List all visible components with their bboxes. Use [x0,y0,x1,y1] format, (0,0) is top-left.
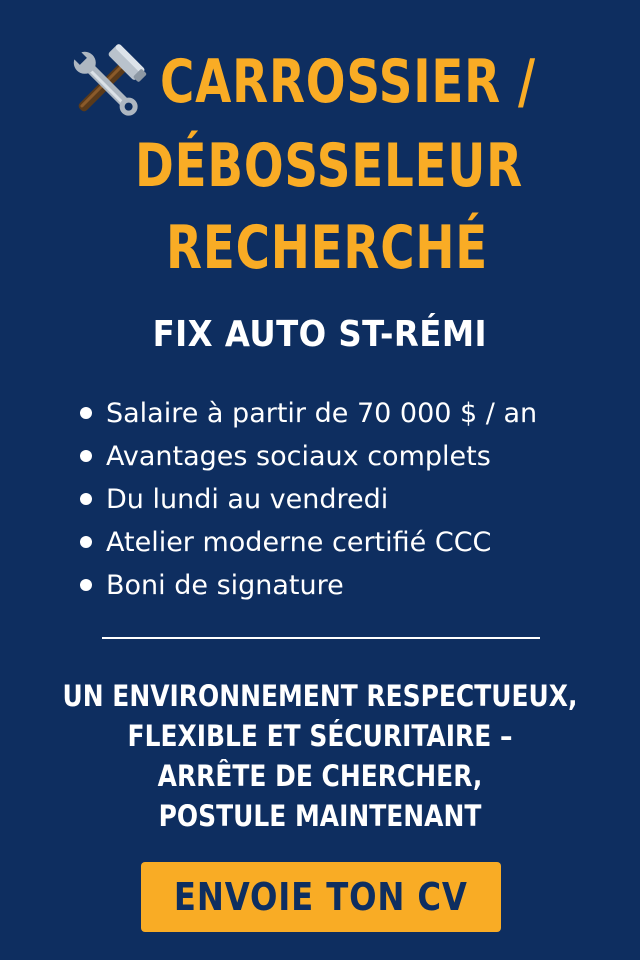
benefit-item [78,564,537,607]
benefit-text: Salaire à partir de 70 000 $ / an [106,398,538,429]
send-cv-button[interactable] [141,862,501,932]
headline-line-3: RECHERCHÉ [166,213,489,283]
bullet-icon [80,493,92,505]
benefit-text: Atelier moderne certifié CCC [106,527,492,558]
bullet-icon [80,407,92,419]
send-cv-button-label: ENVOIE TON CV [174,875,468,919]
tagline [0,676,640,836]
benefit-text: Du lundi au vendredi [106,484,389,515]
benefit-item [78,435,537,478]
benefit-text: Avantages sociaux complets [106,441,491,472]
tagline-line-1: UN ENVIRONNEMENT RESPECTUEUX, [62,679,578,713]
benefits-list [78,392,537,607]
company-name-text: FIX AUTO ST-RÉMI [152,314,488,355]
hammer-and-wrench-icon [60,44,152,124]
tagline-line-2: FLEXIBLE ET SÉCURITAIRE – [127,719,513,753]
benefit-item [78,521,537,564]
divider [102,637,540,639]
headline-line-2: DÉBOSSELEUR [135,131,523,201]
benefit-text: Boni de signature [106,570,344,601]
bullet-icon [80,579,92,591]
company-name [0,314,640,355]
headline-line-1: CARROSSIER / [160,47,536,117]
tagline-line-3: ARRÊTE DE CHERCHER, [157,759,483,793]
benefit-item [78,392,537,435]
bullet-icon [80,536,92,548]
benefit-item [78,478,537,521]
tagline-line-4: POSTULE MAINTENANT [158,799,482,833]
bullet-icon [80,450,92,462]
